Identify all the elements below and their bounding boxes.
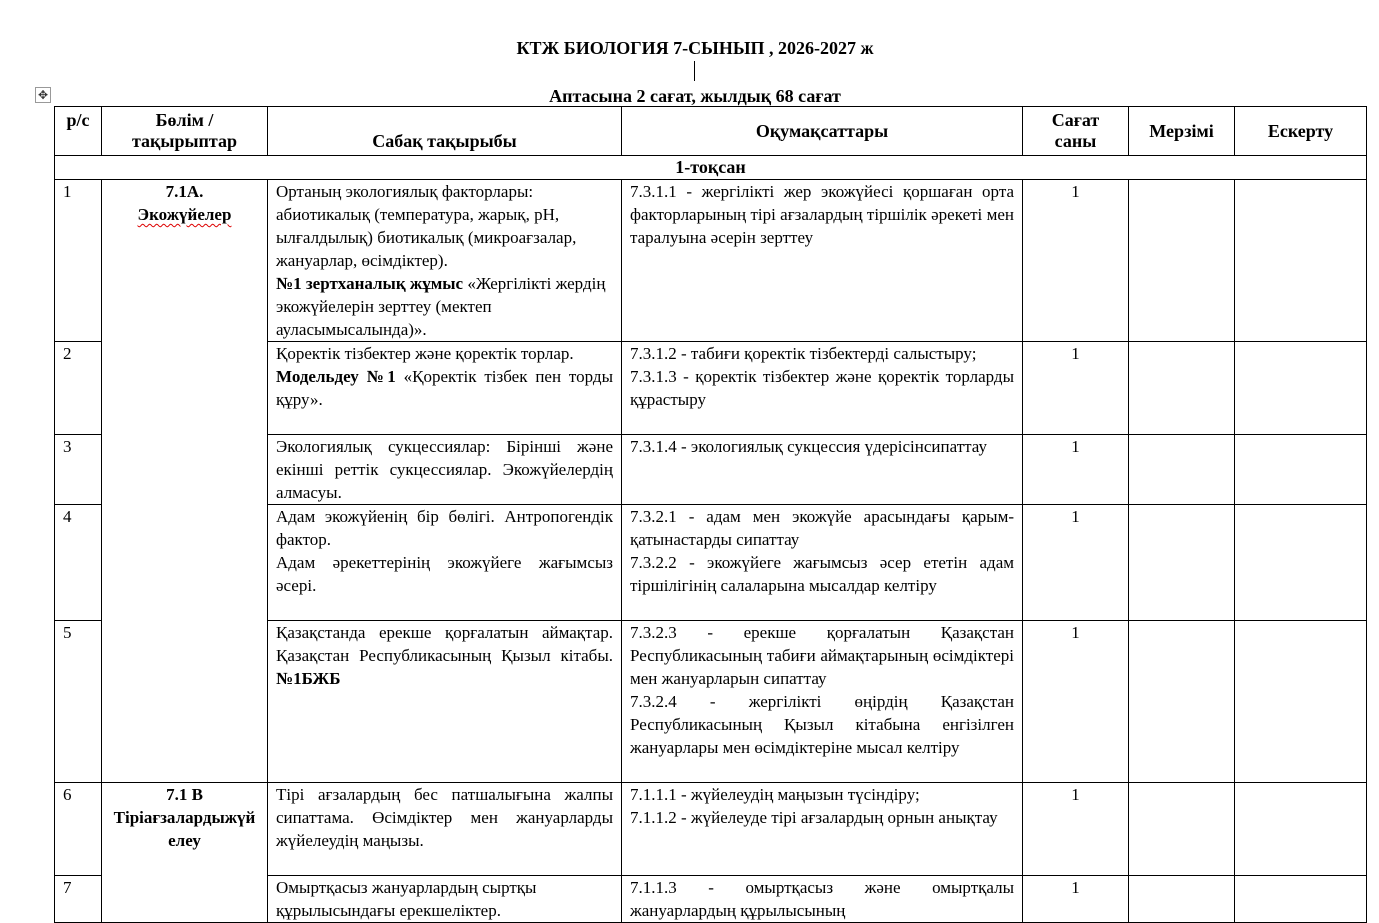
- topic-text: Қазақстанда ерекше қорғалатын аймақтар. Қазақстан Республикасының Қызыл кітабы.: [276, 623, 613, 665]
- objective-text: 7.3.2.1 - адам мен экожүйе арасындағы қарым-қатынастарды сипаттау: [630, 507, 1014, 549]
- objective-text: 7.3.2.4 - жергілікті өңірдің Қазақстан Республикасының Қызыл кітабына енгізілген жануарлары мен өсімдіктеріне мысал келтіру: [630, 692, 1014, 757]
- section-name: Экожүйелер: [137, 205, 232, 224]
- deadline-cell[interactable]: [1129, 783, 1235, 876]
- topic-text-line2: Адам әрекеттерінің экожүйеге жағымсыз әсері.: [276, 553, 613, 595]
- note-cell[interactable]: [1235, 342, 1367, 435]
- header-hours: Сағат саны: [1023, 107, 1129, 156]
- note-cell[interactable]: [1235, 180, 1367, 342]
- header-deadline: Мерзімі: [1129, 107, 1235, 156]
- lab-work-label: №1 зертханалық жұмыс: [276, 274, 464, 293]
- deadline-cell[interactable]: [1129, 621, 1235, 783]
- objective-text: 7.1.1.2 - жүйелеуде тірі ағзалардың орнын анықтау: [630, 808, 998, 827]
- topic-cell: Экологиялық сукцессиялар: Бірінші және екінші реттік сукцессиялар. Экожүйелердің алмасуы.: [268, 435, 622, 505]
- header-row: [55, 107, 1367, 156]
- objectives-cell: [622, 621, 1023, 783]
- table-row: [55, 783, 1367, 876]
- topic-text-after: «Қоректік тізбек пен торды құру».: [276, 367, 613, 409]
- deadline-cell[interactable]: [1129, 876, 1235, 923]
- text-cursor: [694, 61, 695, 81]
- topic-text-after: «Жергілікті жердің экожүйелерін зерттеу (мектеп ауласымысалында)».: [276, 274, 606, 339]
- objectives-cell: [622, 342, 1023, 435]
- document-title: КТЖ БИОЛОГИЯ 7-СЫНЫП , 2026-2027 ж: [516, 38, 874, 58]
- note-cell[interactable]: [1235, 876, 1367, 923]
- row-number: 4: [55, 505, 102, 621]
- hours-cell: 1: [1023, 342, 1129, 435]
- objective-text: 7.3.1.4 - экологиялық сукцессия үдерісінсипаттау: [630, 437, 987, 456]
- hours-cell: 1: [1023, 505, 1129, 621]
- lesson-plan-table: [54, 106, 1367, 923]
- note-cell[interactable]: [1235, 435, 1367, 505]
- row-number: 2: [55, 342, 102, 435]
- header-note: Ескерту: [1235, 107, 1367, 156]
- deadline-cell[interactable]: [1129, 435, 1235, 505]
- assessment-label: №1БЖБ: [276, 669, 341, 688]
- row-number: 1: [55, 180, 102, 342]
- objectives-cell: [622, 876, 1023, 923]
- objective-text: 7.3.1.3 - қоректік тізбектер және қоректік торларды құрастыру: [630, 367, 1014, 409]
- topic-cell: [268, 342, 622, 435]
- section-name: Тіріағзалардыжүйелеу: [113, 808, 256, 850]
- objectives-cell: [622, 435, 1023, 505]
- section-cell: [102, 783, 268, 923]
- hours-cell: 1: [1023, 180, 1129, 342]
- header-topic: Сабақ тақырыбы: [268, 107, 622, 156]
- topic-text: Қоректік тізбектер және қоректік торлар.: [276, 344, 574, 363]
- objective-text: 7.3.1.1 - жергілікті жер экожүйесі қоршаған орта факторларының тірі ағзалардың тіршілік әрекеті мен таралуына әсерін зерттеу: [630, 182, 1014, 247]
- objectives-cell: [622, 505, 1023, 621]
- topic-cell: [268, 621, 622, 783]
- objective-text: 7.3.2.3 - ерекше қорғалатын Қазақстан Республикасының табиғи аймақтарының өсімдіктері мен жануарларын сипаттау: [630, 623, 1014, 688]
- deadline-cell[interactable]: [1129, 180, 1235, 342]
- section-code: 7.1А.: [165, 182, 204, 201]
- modeling-label: Модельдеу №1: [276, 367, 396, 386]
- row-number: 7: [55, 876, 102, 923]
- hours-cell: 1: [1023, 876, 1129, 923]
- hours-cell: 1: [1023, 783, 1129, 876]
- note-cell[interactable]: [1235, 505, 1367, 621]
- objective-text: 7.1.1.1 - жүйелеудің маңызын түсіндіру;: [630, 785, 920, 804]
- objective-text: 7.1.1.3 - омыртқасыз және омыртқалы жануарлардың құрылысының: [630, 878, 1014, 920]
- topic-cell: [268, 180, 622, 342]
- header-objectives: Оқумақсаттары: [622, 107, 1023, 156]
- table-row: [55, 180, 1367, 342]
- deadline-cell[interactable]: [1129, 342, 1235, 435]
- quarter-row: [55, 156, 1367, 180]
- objective-text: 7.3.2.2 - экожүйеге жағымсыз әсер ететін адам тіршілігінің салаларына мысалдар келтіру: [630, 553, 1014, 595]
- deadline-cell[interactable]: [1129, 505, 1235, 621]
- topic-text: Адам экожүйенің бір бөлігі. Антропогендік фактор.: [276, 507, 613, 549]
- note-cell[interactable]: [1235, 621, 1367, 783]
- document-subtitle: Аптасына 2 сағат, жылдық 68 сағат: [549, 86, 841, 106]
- topic-text: Ортаның экологиялық факторлары: абиотикалық (температура, жарық, pH, ылғалдылық) биотикалық (микроағзалар, жануарлар, өсімдіктер).: [276, 182, 577, 270]
- section-code: 7.1 В: [166, 785, 203, 804]
- objective-text: 7.3.1.2 - табиғи қоректік тізбектерді салыстыру;: [630, 344, 977, 363]
- section-cell: [102, 180, 268, 783]
- topic-cell: [268, 505, 622, 621]
- topic-cell: Тірі ағзалардың бес патшалығына жалпы сипаттама. Өсімдіктер мен жануарларды жүйелеудің маңызы.: [268, 783, 622, 876]
- topic-cell: Омыртқасыз жануарлардың сыртқы құрылысындағы ерекшеліктер.: [268, 876, 622, 923]
- hours-cell: 1: [1023, 435, 1129, 505]
- row-number: 5: [55, 621, 102, 783]
- row-number: 3: [55, 435, 102, 505]
- table-move-handle-icon[interactable]: ✥: [35, 87, 51, 103]
- header-section: Бөлім / тақырыптар: [102, 107, 268, 156]
- hours-cell: 1: [1023, 621, 1129, 783]
- header-num: р/с: [55, 107, 102, 156]
- objectives-cell: [622, 180, 1023, 342]
- objectives-cell: [622, 783, 1023, 876]
- row-number: 6: [55, 783, 102, 876]
- note-cell[interactable]: [1235, 783, 1367, 876]
- quarter-label: 1-тоқсан: [55, 156, 1367, 180]
